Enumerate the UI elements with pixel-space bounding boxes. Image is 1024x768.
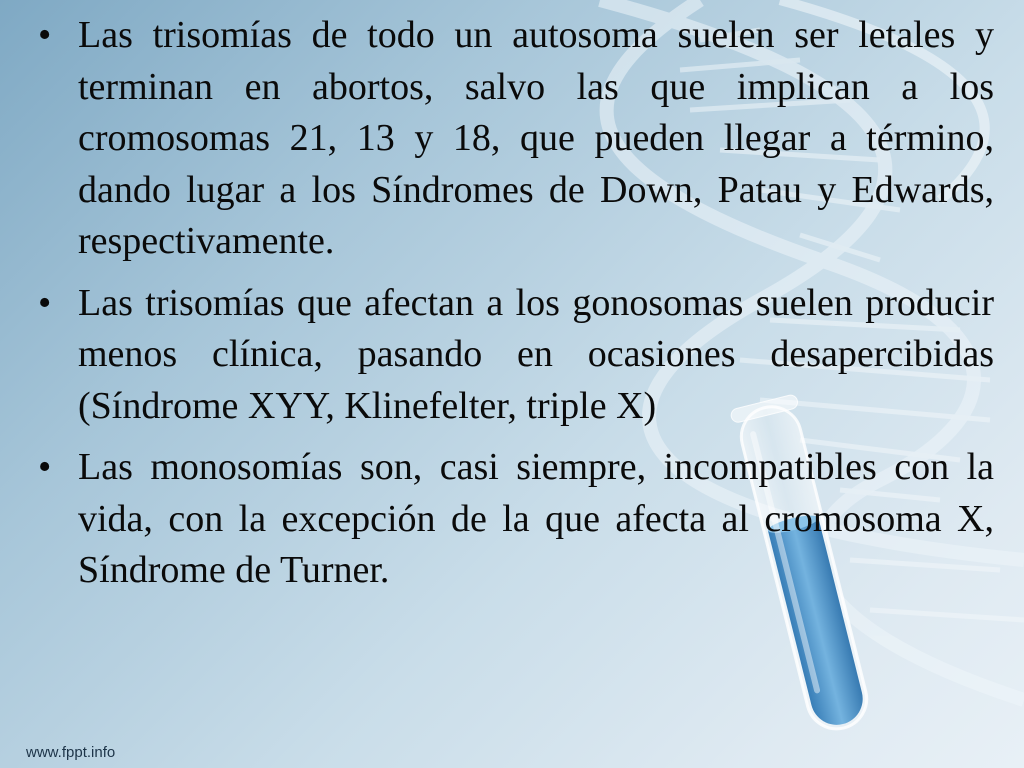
bullet-symbol: •	[38, 14, 52, 56]
bullet-text: Las monosomías son, casi siempre, incompatibles con la vida, con la excepción de la que afecta al cromosoma X, Síndrome de Turner.	[78, 446, 994, 591]
bullet-item	[38, 10, 994, 268]
bullet-item	[38, 442, 994, 597]
bullet-text: Las trisomías de todo un autosoma suelen ser letales y terminan en abortos, salvo las que implican a los cromosomas 21, 13 y 18, que pueden llegar a término, dando lugar a los Síndromes de Down, Patau y Edwards, respectivamente.	[78, 14, 994, 262]
footer-url: www.fppt.info	[26, 744, 116, 761]
bullet-item	[38, 278, 994, 433]
bullet-list	[38, 10, 994, 607]
bullet-text: Las trisomías que afectan a los gonosomas suelen producir menos clínica, pasando en ocasiones desapercibidas (Síndrome XYY, Klinefelter, triple X)	[78, 281, 994, 427]
bullet-symbol: •	[38, 281, 52, 324]
bullet-symbol: •	[38, 446, 52, 488]
